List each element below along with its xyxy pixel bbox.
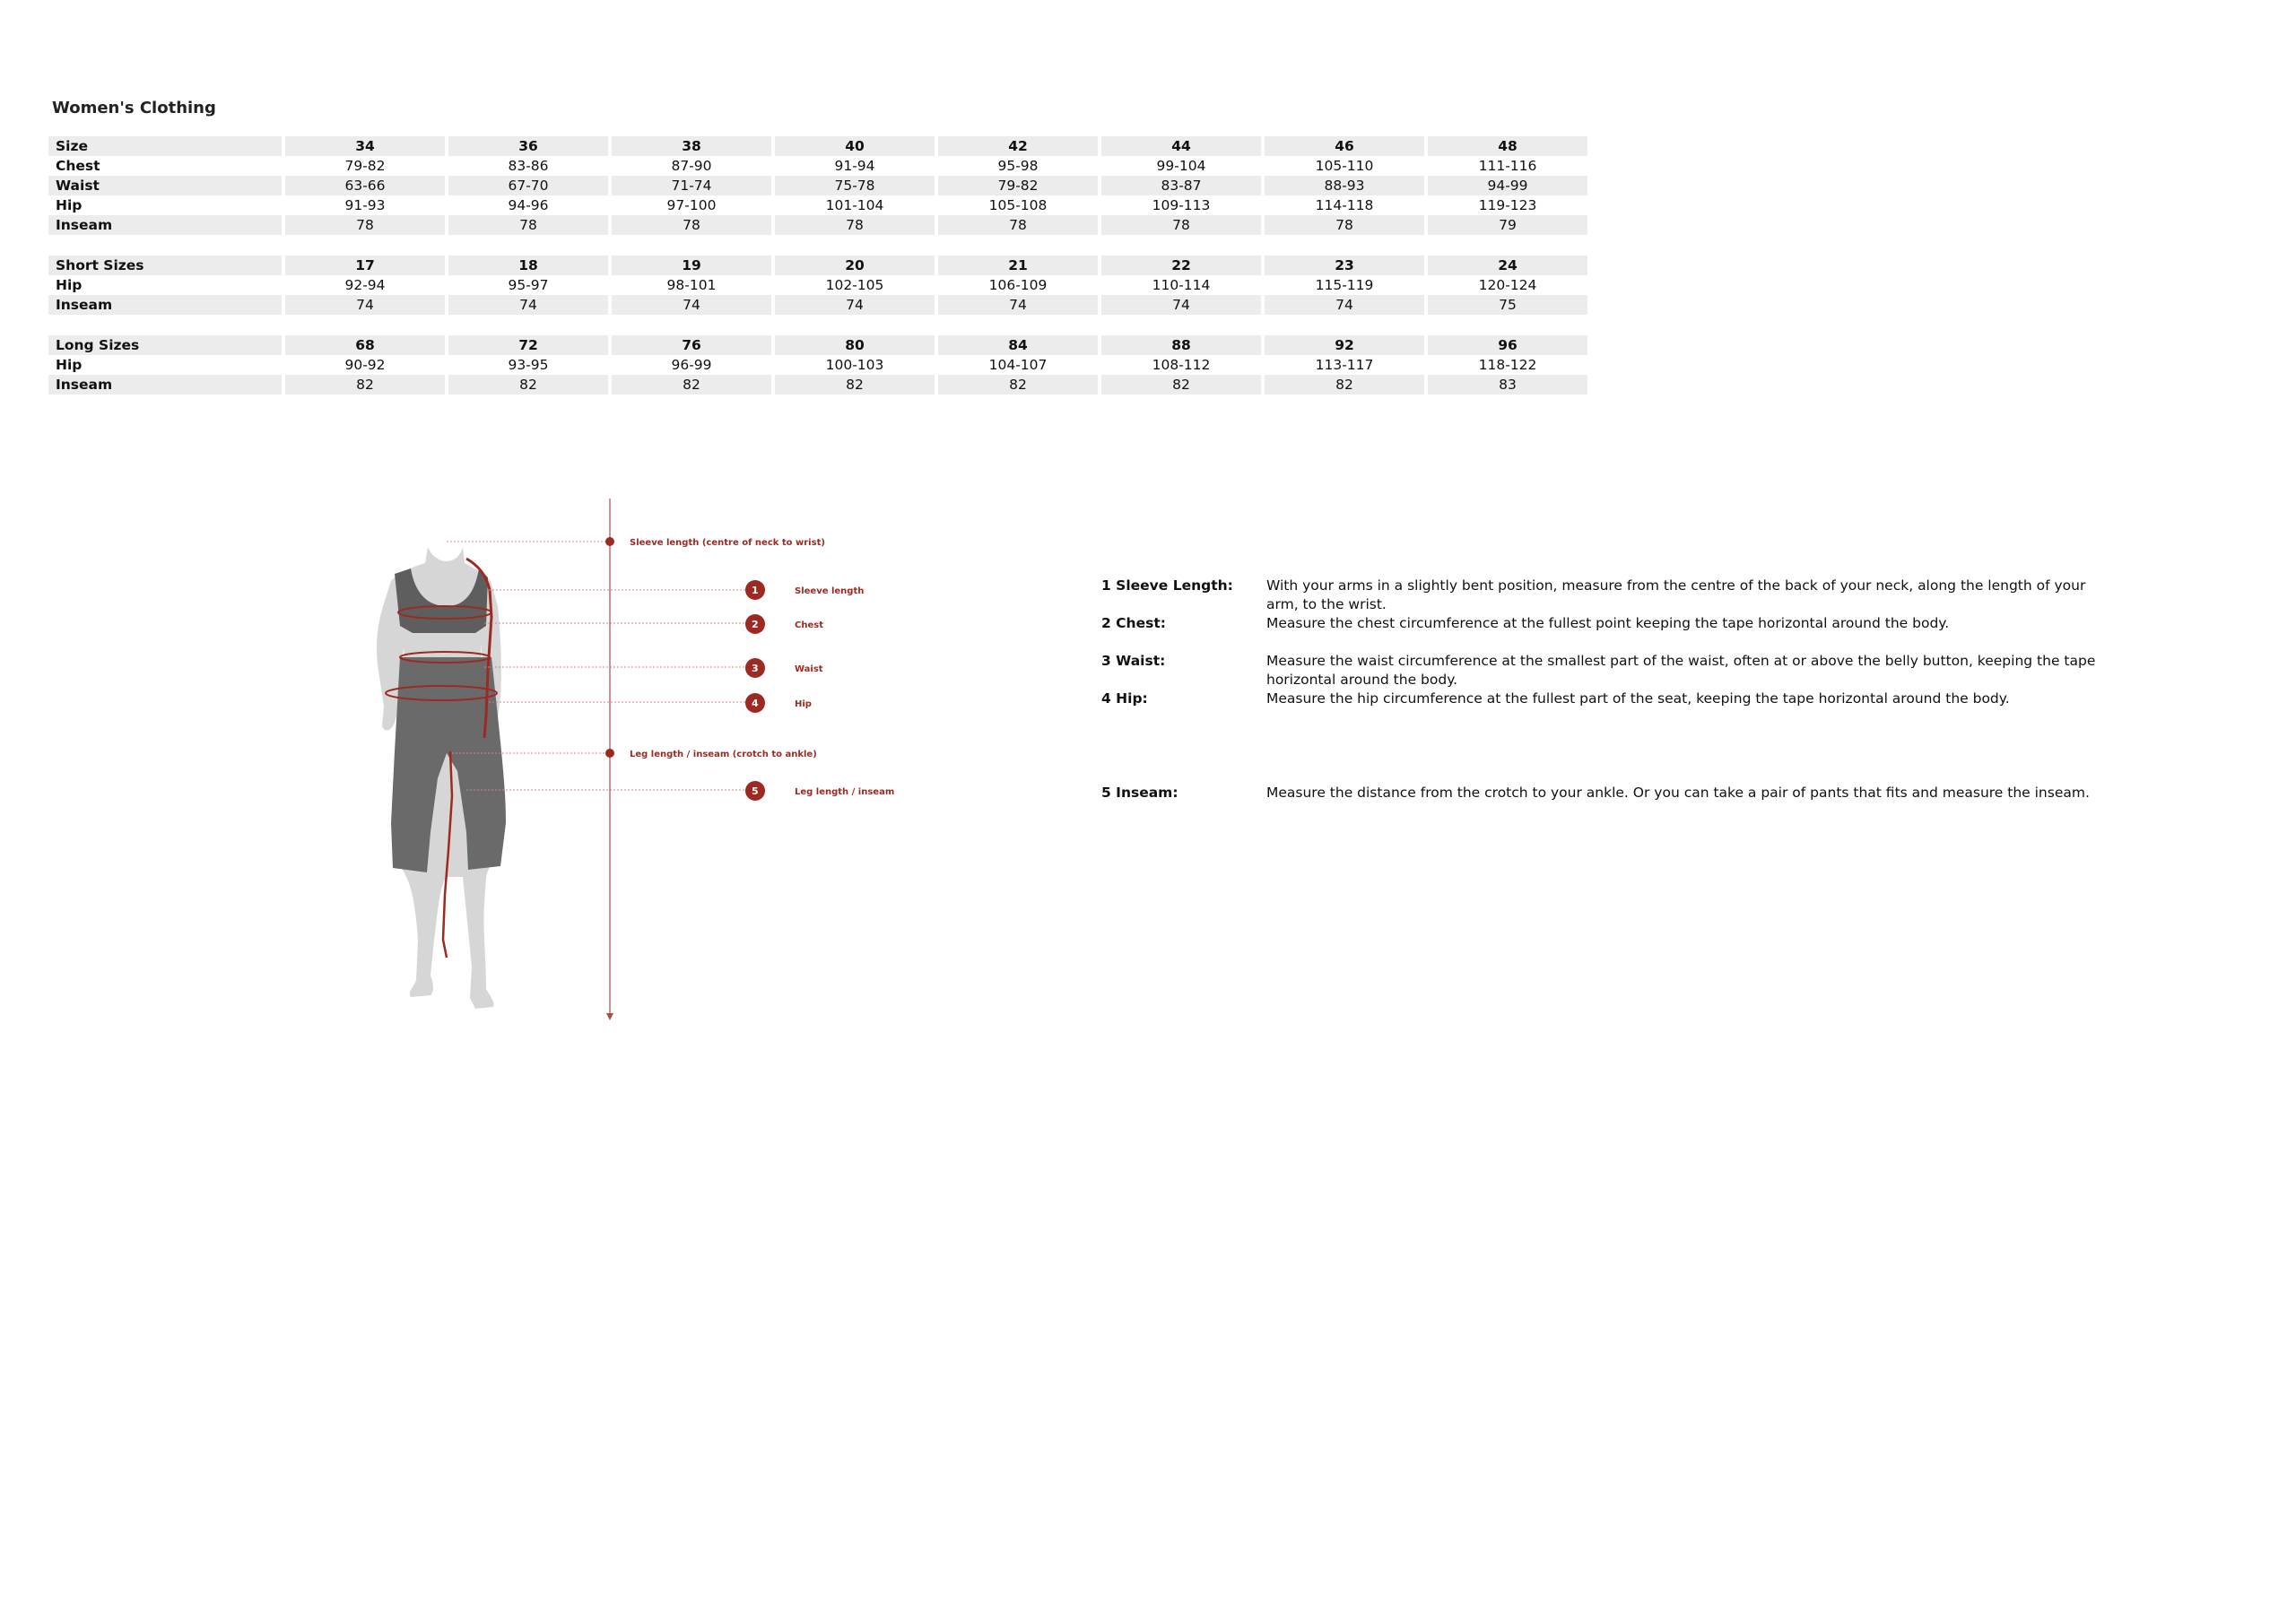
row-label: Inseam bbox=[48, 215, 282, 235]
table-row bbox=[48, 156, 1587, 176]
cell: 38 bbox=[612, 136, 771, 156]
cell: 24 bbox=[1428, 256, 1587, 275]
cell: 108-112 bbox=[1152, 357, 1211, 373]
page-title: Women's Clothing bbox=[52, 99, 216, 117]
table-row bbox=[48, 375, 1587, 395]
cell: 92 bbox=[1265, 335, 1424, 355]
cell: 68 bbox=[285, 335, 445, 355]
cell: 93-95 bbox=[508, 357, 549, 373]
table-row bbox=[48, 355, 1587, 375]
size-table bbox=[45, 136, 1591, 395]
cell: 120-124 bbox=[1478, 277, 1537, 293]
cell: 74 bbox=[775, 295, 935, 315]
instruction-inseam bbox=[1101, 784, 2106, 802]
instruction-desc: Measure the hip circumference at the fullest part of the seat, keeping the tape horizontal around the body. bbox=[1266, 690, 2010, 707]
cell: 78 bbox=[775, 215, 935, 235]
cell: 74 bbox=[612, 295, 771, 315]
cell: 91-94 bbox=[834, 158, 875, 174]
cell: 92-94 bbox=[344, 277, 386, 293]
cell: 83-87 bbox=[1101, 176, 1261, 195]
measurement-instructions bbox=[1101, 577, 2106, 802]
cell: 63-66 bbox=[285, 176, 445, 195]
cell: 80 bbox=[775, 335, 935, 355]
cell: 82 bbox=[775, 375, 935, 395]
table-row bbox=[48, 176, 1587, 195]
table-row bbox=[48, 335, 1587, 355]
table-row bbox=[48, 136, 1587, 156]
cell: 40 bbox=[775, 136, 935, 156]
cell: 42 bbox=[938, 136, 1098, 156]
point-4 bbox=[745, 693, 812, 713]
cell: 18 bbox=[448, 256, 608, 275]
row-label: Chest bbox=[56, 158, 100, 174]
cell: 96-99 bbox=[671, 357, 712, 373]
cell: 104-107 bbox=[988, 357, 1048, 373]
instruction-sleeve bbox=[1101, 577, 2106, 614]
sleeve-dot-icon bbox=[605, 537, 614, 546]
cell: 100-103 bbox=[825, 357, 884, 373]
cell: 79-82 bbox=[344, 158, 386, 174]
sleeve-full-label: Sleeve length (centre of neck to wrist) bbox=[630, 538, 825, 548]
point-label: Sleeve length bbox=[795, 586, 865, 596]
point-label: Hip bbox=[795, 699, 812, 709]
body-measurement-illustration bbox=[341, 491, 897, 1024]
cell: 74 bbox=[285, 295, 445, 315]
row-label: Short Sizes bbox=[48, 256, 282, 275]
cell: 88-93 bbox=[1265, 176, 1424, 195]
cell: 118-122 bbox=[1478, 357, 1537, 373]
row-label: Waist bbox=[48, 176, 282, 195]
cell: 48 bbox=[1428, 136, 1587, 156]
woman-silhouette bbox=[377, 547, 506, 1009]
cell: 74 bbox=[448, 295, 608, 315]
cell: 74 bbox=[1101, 295, 1261, 315]
instruction-hip bbox=[1101, 690, 2106, 708]
table-row bbox=[48, 275, 1587, 295]
cell: 74 bbox=[938, 295, 1098, 315]
point-label: Waist bbox=[795, 664, 823, 674]
table-row bbox=[48, 256, 1587, 275]
cell: 74 bbox=[1265, 295, 1424, 315]
row-label: Hip bbox=[56, 197, 83, 213]
cell: 78 bbox=[1265, 215, 1424, 235]
cell: 17 bbox=[285, 256, 445, 275]
cell: 46 bbox=[1265, 136, 1424, 156]
point-number: 2 bbox=[752, 619, 759, 630]
cell: 95-97 bbox=[508, 277, 549, 293]
cell: 83 bbox=[1428, 375, 1587, 395]
cell: 23 bbox=[1265, 256, 1424, 275]
instruction-term: 5 Inseam: bbox=[1101, 785, 1178, 801]
cell: 78 bbox=[1101, 215, 1261, 235]
point-label: Leg length / inseam bbox=[795, 787, 895, 797]
cell: 101-104 bbox=[825, 197, 884, 213]
instruction-term: 4 Hip: bbox=[1101, 690, 1148, 707]
cell: 98-101 bbox=[666, 277, 717, 293]
table-row bbox=[48, 215, 1587, 235]
cell: 91-93 bbox=[344, 197, 386, 213]
cell: 83-86 bbox=[508, 158, 549, 174]
instruction-desc: Measure the chest circumference at the fullest point keeping the tape horizontal around the body. bbox=[1266, 615, 1950, 631]
point-label: Chest bbox=[795, 620, 823, 630]
point-3 bbox=[745, 658, 823, 678]
cell: 99-104 bbox=[1156, 158, 1206, 174]
cell: 94-96 bbox=[508, 197, 549, 213]
cell: 102-105 bbox=[825, 277, 884, 293]
instruction-term: 2 Chest: bbox=[1101, 615, 1166, 631]
cell: 71-74 bbox=[612, 176, 771, 195]
cell: 20 bbox=[775, 256, 935, 275]
cell: 72 bbox=[448, 335, 608, 355]
cell: 82 bbox=[285, 375, 445, 395]
cell: 87-90 bbox=[671, 158, 712, 174]
cell: 119-123 bbox=[1478, 197, 1537, 213]
point-number: 1 bbox=[752, 585, 759, 596]
cell: 67-70 bbox=[448, 176, 608, 195]
row-label: Size bbox=[48, 136, 282, 156]
cell: 44 bbox=[1101, 136, 1261, 156]
instruction-desc: Measure the waist circumference at the smallest part of the waist, often at or above the belly button, keeping the tape horizontal around the body. bbox=[1266, 653, 2096, 688]
cell: 76 bbox=[612, 335, 771, 355]
cell: 84 bbox=[938, 335, 1098, 355]
cell: 82 bbox=[938, 375, 1098, 395]
cell: 75-78 bbox=[775, 176, 935, 195]
cell: 79 bbox=[1428, 215, 1587, 235]
instruction-term: 1 Sleeve Length: bbox=[1101, 577, 1233, 594]
cell: 82 bbox=[1265, 375, 1424, 395]
point-number: 3 bbox=[752, 663, 759, 674]
point-number: 5 bbox=[752, 785, 759, 797]
cell: 79-82 bbox=[938, 176, 1098, 195]
cell: 95-98 bbox=[997, 158, 1039, 174]
instruction-waist bbox=[1101, 652, 2106, 690]
cell: 106-109 bbox=[988, 277, 1048, 293]
instruction-term: 3 Waist: bbox=[1101, 653, 1166, 669]
cell: 113-117 bbox=[1315, 357, 1374, 373]
instruction-desc: Measure the distance from the crotch to your ankle. Or you can take a pair of pants that fits and measure the inseam. bbox=[1266, 785, 2090, 801]
measurement-figure bbox=[341, 491, 897, 1024]
cell: 115-119 bbox=[1315, 277, 1374, 293]
row-label: Hip bbox=[56, 357, 83, 373]
leg-dot-icon bbox=[605, 749, 614, 758]
row-label: Hip bbox=[56, 277, 83, 293]
cell: 78 bbox=[448, 215, 608, 235]
cell: 34 bbox=[285, 136, 445, 156]
cell: 105-108 bbox=[988, 197, 1048, 213]
row-label: Long Sizes bbox=[48, 335, 282, 355]
point-number: 4 bbox=[752, 698, 759, 709]
cell: 82 bbox=[448, 375, 608, 395]
axis-arrow-icon bbox=[606, 1013, 613, 1020]
table-spacer bbox=[48, 235, 1587, 256]
cell: 22 bbox=[1101, 256, 1261, 275]
cell: 78 bbox=[285, 215, 445, 235]
leg-full-label: Leg length / inseam (crotch to ankle) bbox=[630, 750, 817, 759]
instruction-desc: With your arms in a slightly bent position, measure from the centre of the back of your neck, along the length of your arm, to the wrist. bbox=[1266, 577, 2086, 612]
cell: 88 bbox=[1101, 335, 1261, 355]
cell: 96 bbox=[1428, 335, 1587, 355]
cell: 75 bbox=[1428, 295, 1587, 315]
point-2 bbox=[745, 614, 823, 634]
cell: 97-100 bbox=[666, 197, 717, 213]
cell: 78 bbox=[612, 215, 771, 235]
table-row bbox=[48, 295, 1587, 315]
cell: 36 bbox=[448, 136, 608, 156]
table-row bbox=[48, 195, 1587, 215]
cell: 78 bbox=[938, 215, 1098, 235]
cell: 90-92 bbox=[344, 357, 386, 373]
cell: 110-114 bbox=[1152, 277, 1211, 293]
point-5 bbox=[745, 781, 894, 801]
table-spacer bbox=[48, 315, 1587, 335]
cell: 82 bbox=[612, 375, 771, 395]
instruction-chest bbox=[1101, 614, 2106, 633]
cell: 111-116 bbox=[1478, 158, 1537, 174]
cell: 21 bbox=[938, 256, 1098, 275]
point-1 bbox=[745, 580, 864, 600]
row-label: Inseam bbox=[48, 295, 282, 315]
cell: 19 bbox=[612, 256, 771, 275]
row-label: Inseam bbox=[48, 375, 282, 395]
cell: 114-118 bbox=[1315, 197, 1374, 213]
cell: 105-110 bbox=[1315, 158, 1374, 174]
cell: 82 bbox=[1101, 375, 1261, 395]
cell: 94-99 bbox=[1428, 176, 1587, 195]
cell: 109-113 bbox=[1152, 197, 1211, 213]
